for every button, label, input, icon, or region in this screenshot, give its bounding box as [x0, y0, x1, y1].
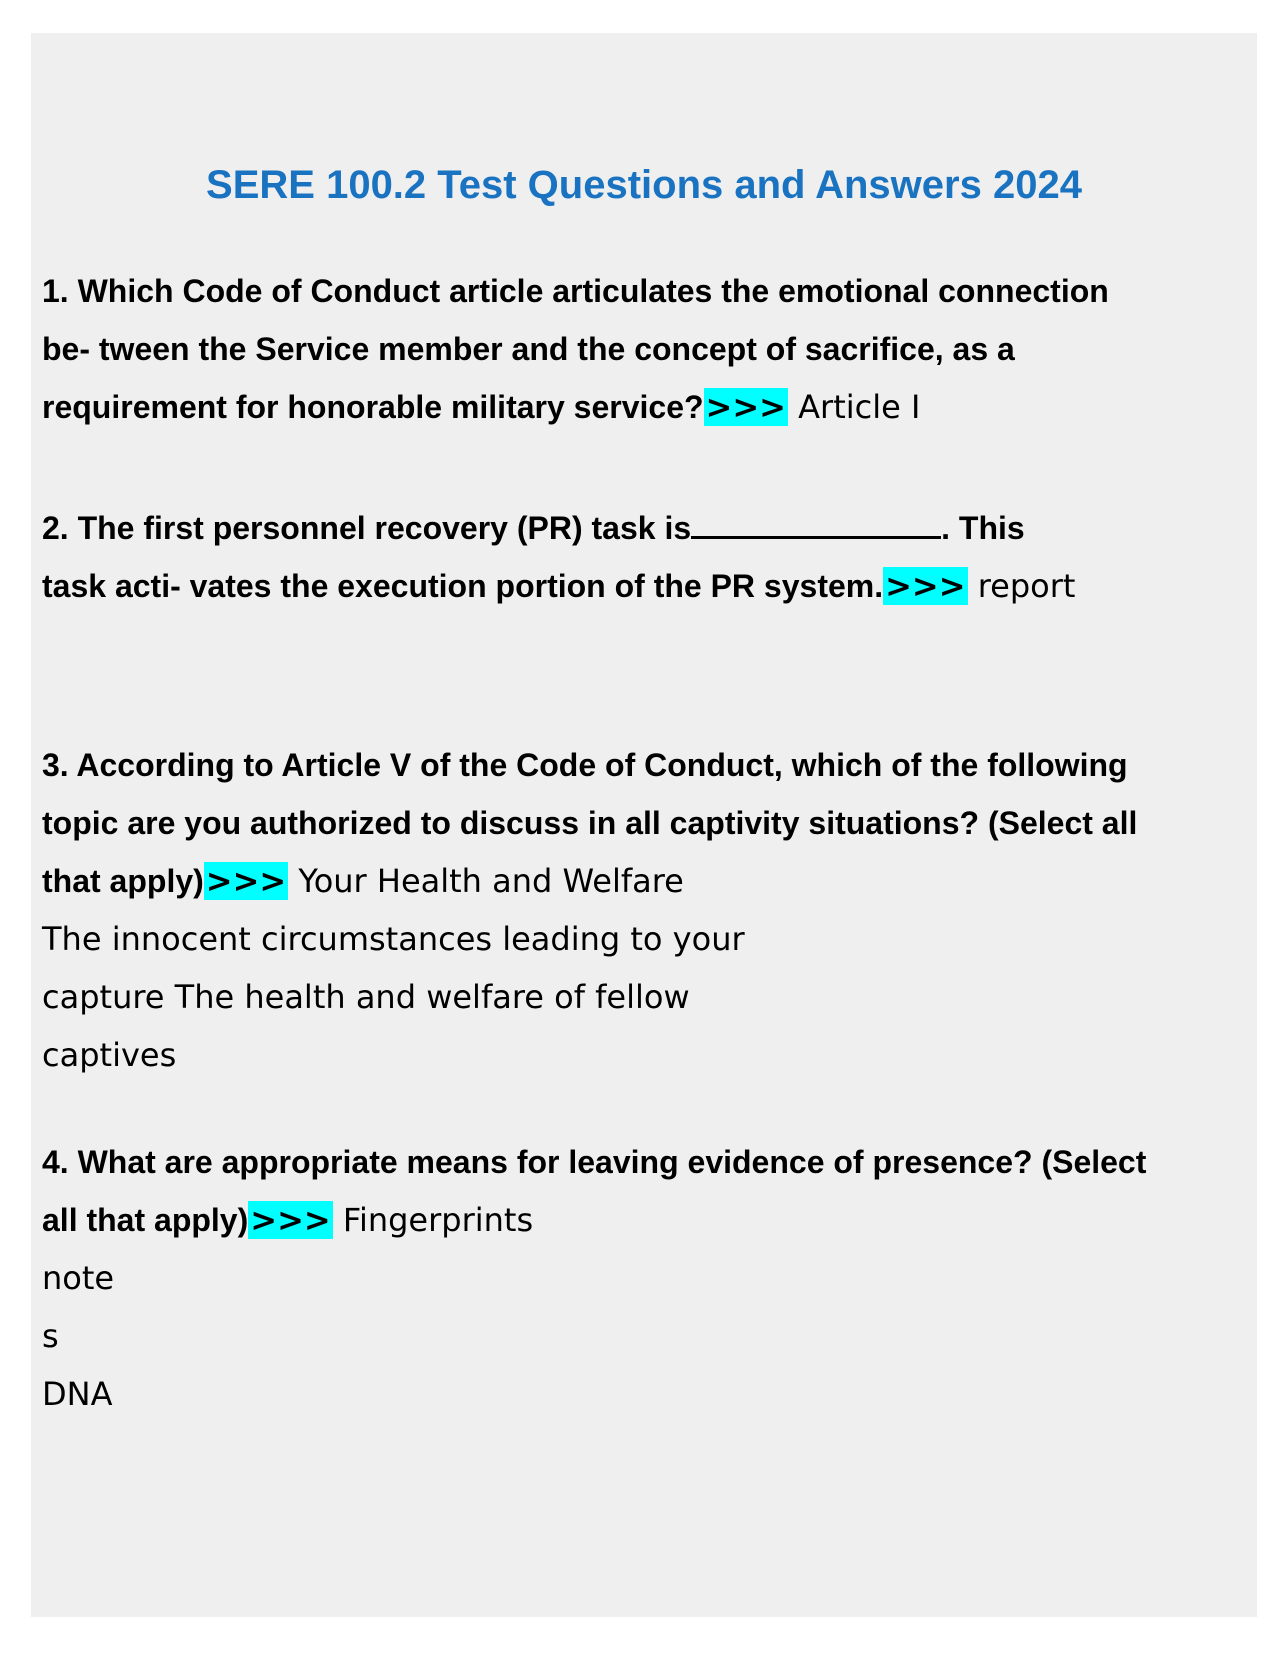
- answer-text-line: note: [42, 1259, 115, 1297]
- answer-text: Fingerprints: [332, 1201, 534, 1239]
- answer-text: Article I: [787, 388, 921, 426]
- answer-marker: >>>: [205, 862, 287, 900]
- question-text-line: . This: [941, 510, 1025, 546]
- answer-marker: >>>: [705, 388, 786, 426]
- question-2: [42, 499, 1242, 615]
- answer-text: Your Health and Welfare: [288, 862, 684, 900]
- answer-text-line: DNA: [42, 1375, 113, 1413]
- question-text-line: all that apply): [42, 1202, 249, 1238]
- question-text-line: 4. What are appropriate means for leaving evidence of presence? (Select: [42, 1144, 1147, 1180]
- question-4: [42, 1133, 1242, 1423]
- answer-text-line: capture The health and welfare of fellow: [42, 978, 690, 1016]
- question-text-line: 3. According to Article V of the Code of Conduct, which of the following: [42, 747, 1128, 783]
- answer-marker: >>>: [885, 567, 966, 605]
- question-text-line: 2. The first personnel recovery (PR) task is: [42, 510, 692, 546]
- answer-text: report: [967, 567, 1076, 605]
- question-text-line: that apply): [42, 863, 204, 899]
- answer-text-line: captives: [42, 1036, 177, 1074]
- answer-marker: >>>: [250, 1201, 331, 1239]
- fill-in-blank: [691, 506, 941, 539]
- question-text-line: task acti- vates the execution portion of the PR system.: [42, 568, 884, 604]
- answer-text-line: s: [42, 1317, 59, 1355]
- question-text-line: requirement for honorable military service?: [42, 389, 704, 425]
- document-page: [31, 33, 1257, 1617]
- document-title: SERE 100.2 Test Questions and Answers 2024: [206, 163, 1082, 207]
- question-text-line: 1. Which Code of Conduct article articulates the emotional connection: [42, 273, 1109, 309]
- answer-text-line: The innocent circumstances leading to your: [42, 920, 745, 958]
- question-1: [42, 262, 1242, 436]
- question-text-line: topic are you authorized to discuss in all captivity situations? (Select all: [42, 805, 1138, 841]
- question-text-line: be- tween the Service member and the concept of sacrifice, as a: [42, 331, 1015, 367]
- question-3: [42, 736, 1242, 1084]
